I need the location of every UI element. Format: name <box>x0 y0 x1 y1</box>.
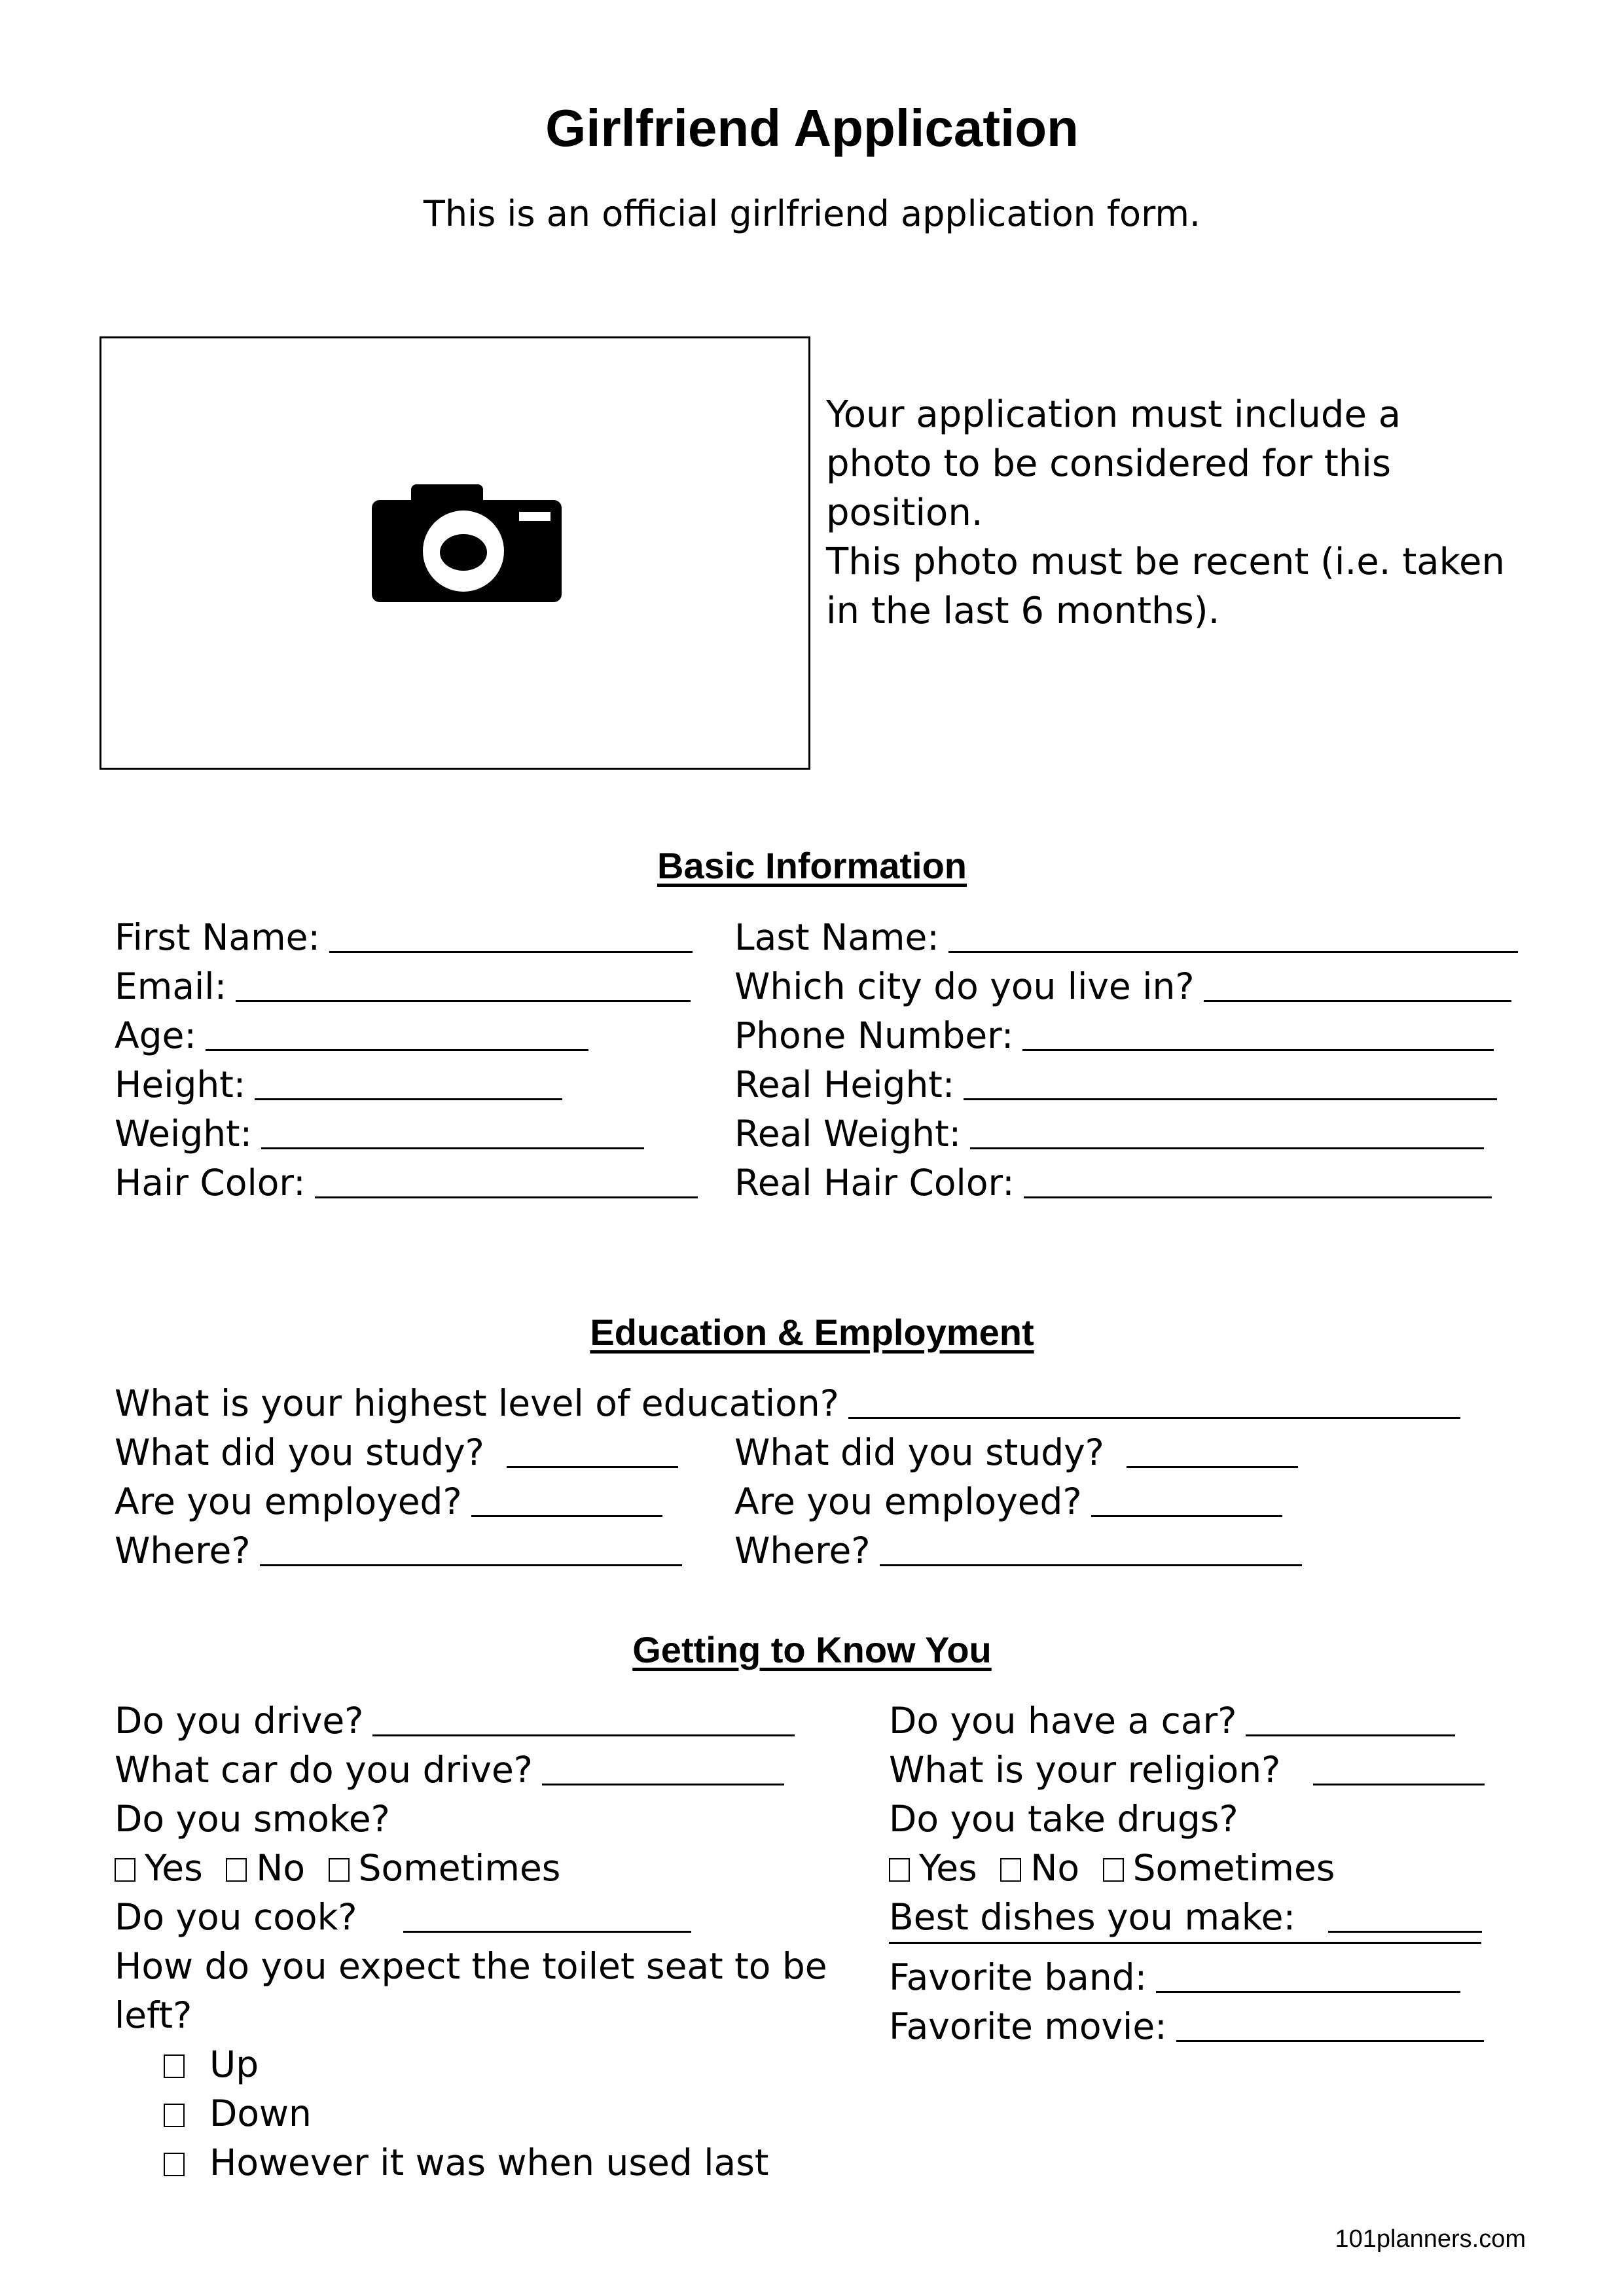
page-subtitle: This is an official girlfriend application form. <box>423 193 1201 234</box>
drugs-options <box>889 1844 1485 1893</box>
photo-note-line: photo to be considered for this <box>826 442 1391 485</box>
age-field[interactable]: Age: <box>115 1011 698 1060</box>
where-field-right[interactable]: Where? <box>734 1526 1302 1575</box>
smoke-options <box>115 1844 827 1893</box>
photo-note-line: position. <box>826 492 983 534</box>
cook-field[interactable]: Do you cook? <box>115 1893 827 1942</box>
drugs-yes-checkbox[interactable] <box>889 1858 910 1882</box>
favorite-movie-field[interactable]: Favorite movie: <box>889 2002 1485 2051</box>
drugs-sometimes-checkbox[interactable] <box>1103 1858 1124 1882</box>
phone-number-field[interactable]: Phone Number: <box>734 1011 1518 1060</box>
smoke-yes-checkbox[interactable] <box>115 1858 135 1882</box>
email-field[interactable]: Email: <box>115 962 698 1011</box>
checkbox-icon[interactable] <box>164 2054 185 2078</box>
toilet-option-up[interactable]: Up <box>115 2040 827 2089</box>
toilet-option-last[interactable]: However it was when used last <box>115 2138 827 2187</box>
education-heading: Education & Employment <box>590 1312 1034 1353</box>
study-field-right[interactable]: What did you study? <box>734 1428 1302 1477</box>
favorite-band-field[interactable]: Favorite band: <box>889 1953 1485 2002</box>
dishes-field-cont[interactable] <box>889 1942 1485 1953</box>
footer-credit: 101planners.com <box>1335 2225 1526 2253</box>
drive-field[interactable]: Do you drive? <box>115 1696 827 1746</box>
city-field[interactable]: Which city do you live in? <box>734 962 1518 1011</box>
option-label: Sometimes <box>1132 1847 1335 1889</box>
smoke-question: Do you smoke? <box>115 1798 390 1840</box>
photo-instructions <box>826 390 1572 636</box>
drugs-question: Do you take drugs? <box>889 1798 1238 1840</box>
know-you-heading: Getting to Know You <box>632 1629 992 1670</box>
employed-field-left[interactable]: Are you employed? <box>115 1477 1460 1526</box>
have-car-field[interactable]: Do you have a car? <box>889 1696 1485 1746</box>
photo-note-line: Your application must include a <box>826 393 1401 436</box>
hair-color-field[interactable]: Hair Color: <box>115 1158 698 1208</box>
checkbox-icon[interactable] <box>164 2104 185 2127</box>
highest-education-field[interactable]: What is your highest level of education? <box>115 1379 1460 1428</box>
option-label: No <box>256 1847 306 1889</box>
photo-note-line: in the last 6 months). <box>826 590 1220 632</box>
dishes-field[interactable]: Best dishes you make: <box>889 1893 1485 1942</box>
religion-field[interactable]: What is your religion? <box>889 1746 1485 1795</box>
camera-icon <box>372 484 562 602</box>
smoke-no-checkbox[interactable] <box>226 1858 247 1882</box>
option-label: Sometimes <box>358 1847 561 1889</box>
page-title: Girlfriend Application <box>545 99 1079 157</box>
height-field[interactable]: Height: <box>115 1060 698 1109</box>
real-hair-color-field[interactable]: Real Hair Color: <box>734 1158 1518 1208</box>
option-label: Yes <box>919 1847 977 1889</box>
toilet-option-down[interactable]: Down <box>115 2089 827 2138</box>
smoke-sometimes-checkbox[interactable] <box>329 1858 350 1882</box>
option-label: Yes <box>145 1847 203 1889</box>
basic-info-heading: Basic Information <box>657 845 967 886</box>
study-field-left[interactable]: What did you study? <box>115 1428 1460 1477</box>
photo-note-line: This photo must be recent (i.e. taken <box>826 541 1505 583</box>
real-height-field[interactable]: Real Height: <box>734 1060 1518 1109</box>
where-field-left[interactable]: Where? <box>115 1526 1460 1575</box>
real-weight-field[interactable]: Real Weight: <box>734 1109 1518 1158</box>
toilet-question-cont: left? <box>115 1994 192 2036</box>
employed-field-right[interactable]: Are you employed? <box>734 1477 1302 1526</box>
car-drive-field[interactable]: What car do you drive? <box>115 1746 827 1795</box>
first-name-field[interactable]: First Name: <box>115 913 698 962</box>
drugs-no-checkbox[interactable] <box>1000 1858 1021 1882</box>
last-name-field[interactable]: Last Name: <box>734 913 1518 962</box>
toilet-question: How do you expect the toilet seat to be <box>115 1945 827 1987</box>
checkbox-icon[interactable] <box>164 2153 185 2176</box>
option-label: No <box>1030 1847 1080 1889</box>
weight-field[interactable]: Weight: <box>115 1109 698 1158</box>
